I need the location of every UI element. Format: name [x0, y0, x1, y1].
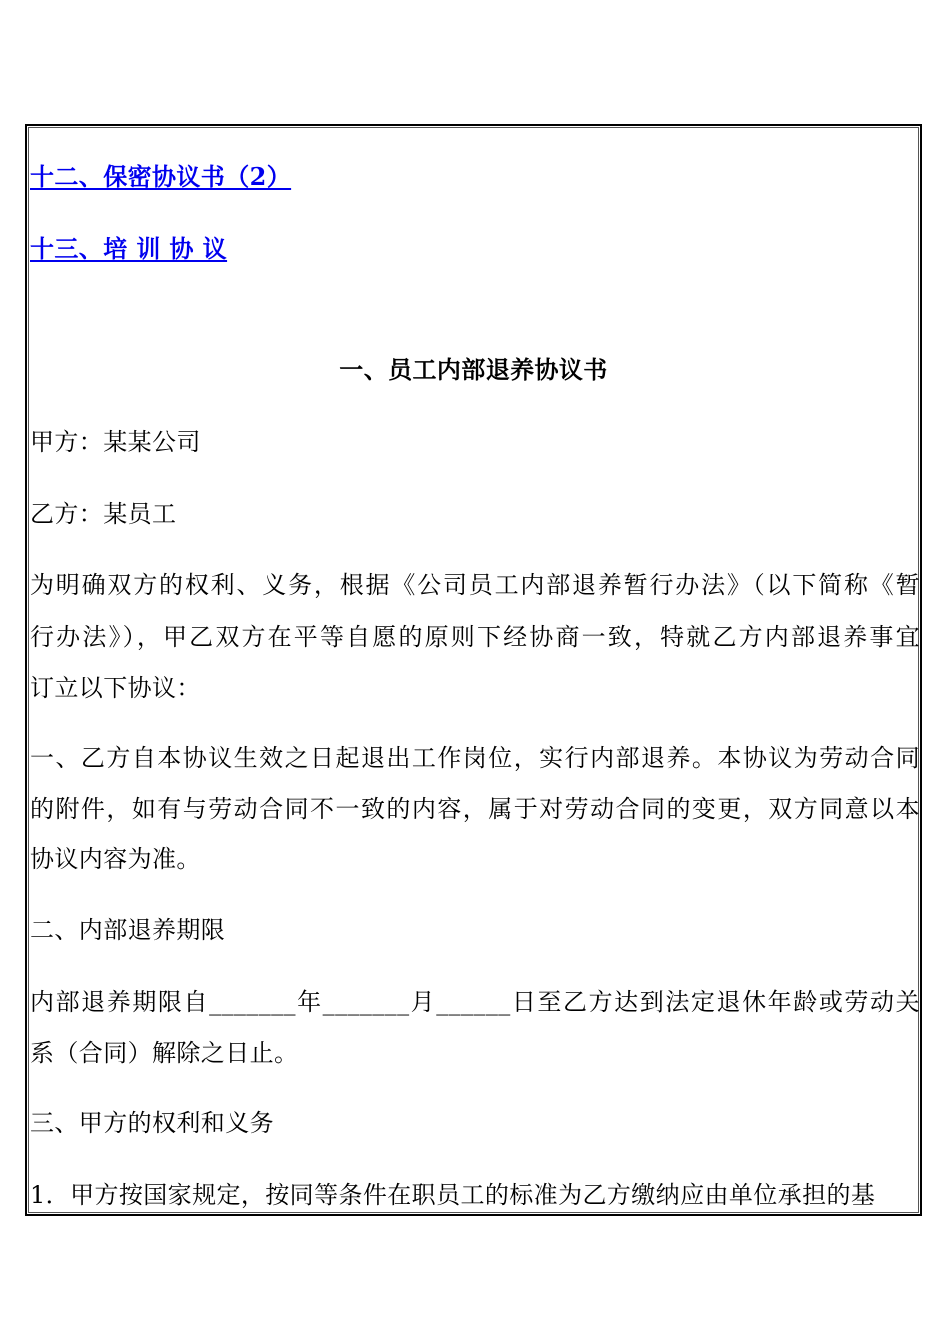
document-title: 一、员工内部退养协议书 [339, 355, 608, 384]
clause3-item-1: 1．甲方按国家规定，按同等条件在职员工的标准为乙方缴纳应由单位承担的基 [30, 1181, 876, 1209]
preamble-line-1: 为明确双方的权利、义务，根据《公司员工内部退养暂行办法》（以下简称《暂 [30, 571, 920, 599]
preamble-line-3: 订立以下协议： [30, 674, 201, 702]
toc-link-training-agreement[interactable]: 十三、培 训 协 议 [30, 234, 228, 263]
document-frame [25, 124, 922, 1216]
clause1-line-1: 一、乙方自本协议生效之日起退出工作岗位，实行内部退养。本协议为劳动合同 [30, 744, 920, 772]
clause2-body-line-2: 系（合同）解除之日止。 [30, 1039, 299, 1067]
clause2-body-line-1: 内部退养期限自_______年_______月______日至乙方达到法定退休年龄或劳动关 [30, 988, 920, 1016]
clause1-line-2: 的附件，如有与劳动合同不一致的内容，属于对劳动合同的变更，双方同意以本 [30, 795, 920, 823]
clause3-heading: 三、甲方的权利和义务 [30, 1109, 274, 1137]
party-a: 甲方：某某公司 [30, 428, 201, 456]
toc-link-confidentiality-agreement-2[interactable]: 十二、保密协议书（2） [30, 162, 292, 191]
preamble-line-2: 行办法》），甲乙双方在平等自愿的原则下经协商一致，特就乙方内部退养事宜 [30, 623, 920, 651]
clause2-heading: 二、内部退养期限 [30, 916, 226, 944]
clause1-line-3: 协议内容为准。 [30, 845, 201, 873]
party-b: 乙方：某员工 [30, 500, 177, 528]
